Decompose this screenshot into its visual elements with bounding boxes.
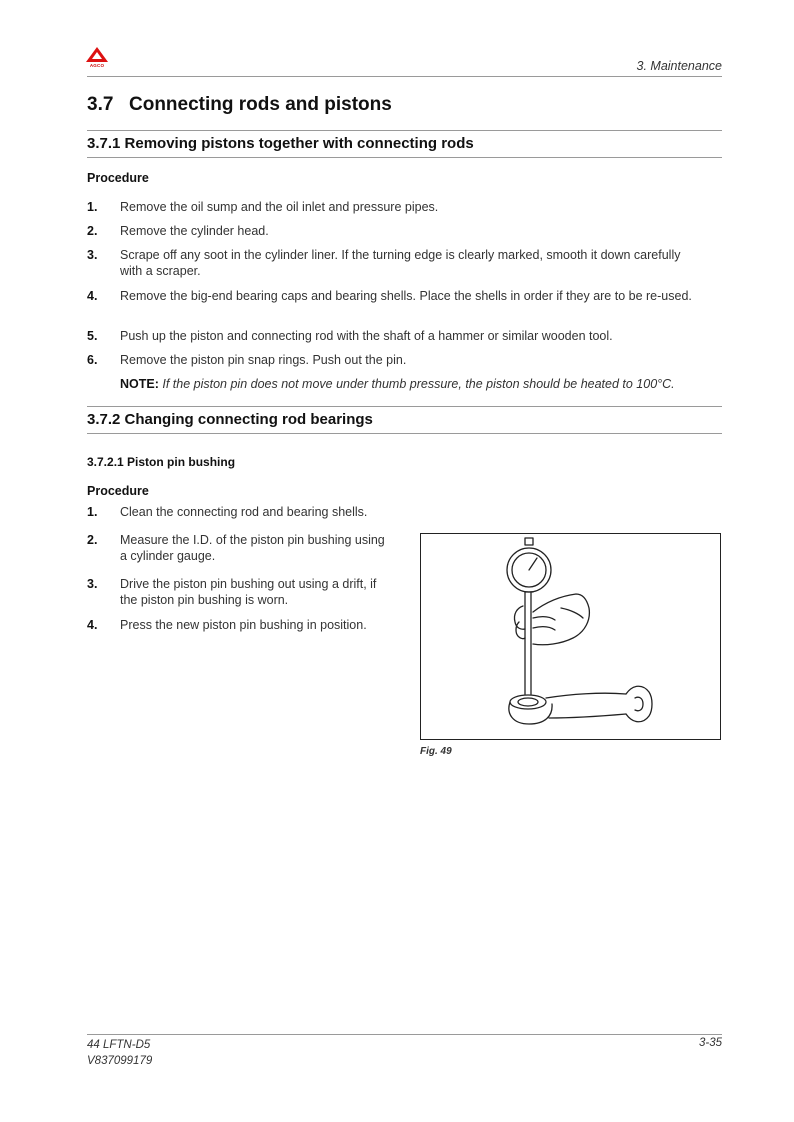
section-number: 3.7 [87,94,114,115]
subsection-title: 3.7.2 Changing connecting rod bearings [87,411,373,428]
step-text: Remove the piston pin snap rings. Push out the pin. [120,353,407,367]
footer-doc-code: V837099179 [87,1055,153,1067]
procedure-label: Procedure [87,484,149,498]
step-number: 1. [87,200,98,214]
step-text: Remove the cylinder head. [120,224,269,238]
page-number: 3-35 [698,1037,722,1049]
step-number: 1. [87,505,98,519]
procedure-step [87,223,687,239]
note [120,377,675,391]
footer-doc-name: 44 LFTN-D5 [87,1039,151,1051]
step-number: 2. [87,224,98,238]
procedure-step [87,617,397,633]
note-text: If the piston pin does not move under thumb pressure, the piston should be heated to 100°C. [162,377,675,391]
procedure-label: Procedure [87,171,149,185]
procedure-step [87,199,687,215]
subsection-top-rule [87,406,722,407]
figure-caption: Fig. 49 [420,746,452,757]
procedure-step [87,288,702,304]
step-number: 3. [87,577,98,591]
procedure-step [87,532,387,564]
step-text: Measure the I.D. of the piston pin bushing using a cylinder gauge. [120,533,385,563]
subsubsection-title: 3.7.2.1 Piston pin bushing [87,455,236,469]
subsection-bottom-rule [87,157,722,158]
step-number: 3. [87,248,98,262]
subsection-title: 3.7.1 Removing pistons together with connecting rods [87,135,474,152]
footer-rule [87,1034,722,1035]
figure-frame [420,533,721,740]
step-number: 2. [87,533,98,547]
step-text: Drive the piston pin bushing out using a drift, if the piston pin bushing is worn. [120,577,377,607]
step-number: 4. [87,289,98,303]
step-text: Remove the oil sump and the oil inlet and pressure pipes. [120,200,439,214]
procedure-step [87,247,687,279]
step-number: 6. [87,353,98,367]
cylinder-gauge-illustration [421,534,720,739]
procedure-step [87,328,707,344]
step-number: 4. [87,618,98,632]
step-text: Press the new piston pin bushing in position. [120,618,367,632]
step-text: Clean the connecting rod and bearing shells. [120,505,368,519]
agco-triangle-icon [84,46,110,64]
header-rule [87,76,722,77]
procedure-step [87,352,687,368]
procedure-step [87,576,397,608]
step-number: 5. [87,329,98,343]
procedure-step [87,504,397,520]
agco-logo [84,46,110,74]
section-heading [87,94,392,116]
subsection-bottom-rule [87,433,722,434]
logo-text: AGCO [89,63,105,68]
section-title: Connecting rods and pistons [129,94,392,115]
header-section-label: 3. Maintenance [636,59,722,73]
subsection-top-rule [87,130,722,131]
step-text: Push up the piston and connecting rod with the shaft of a hammer or similar wooden tool. [120,329,613,343]
step-text: Scrape off any soot in the cylinder liner. If the turning edge is clearly marked, smooth it down carefully with a scraper. [120,248,681,278]
step-text: Remove the big-end bearing caps and bearing shells. Place the shells in order if they are to be re-used. [120,289,692,303]
note-label: NOTE: [120,377,159,391]
footer-doc-info [87,1037,152,1069]
